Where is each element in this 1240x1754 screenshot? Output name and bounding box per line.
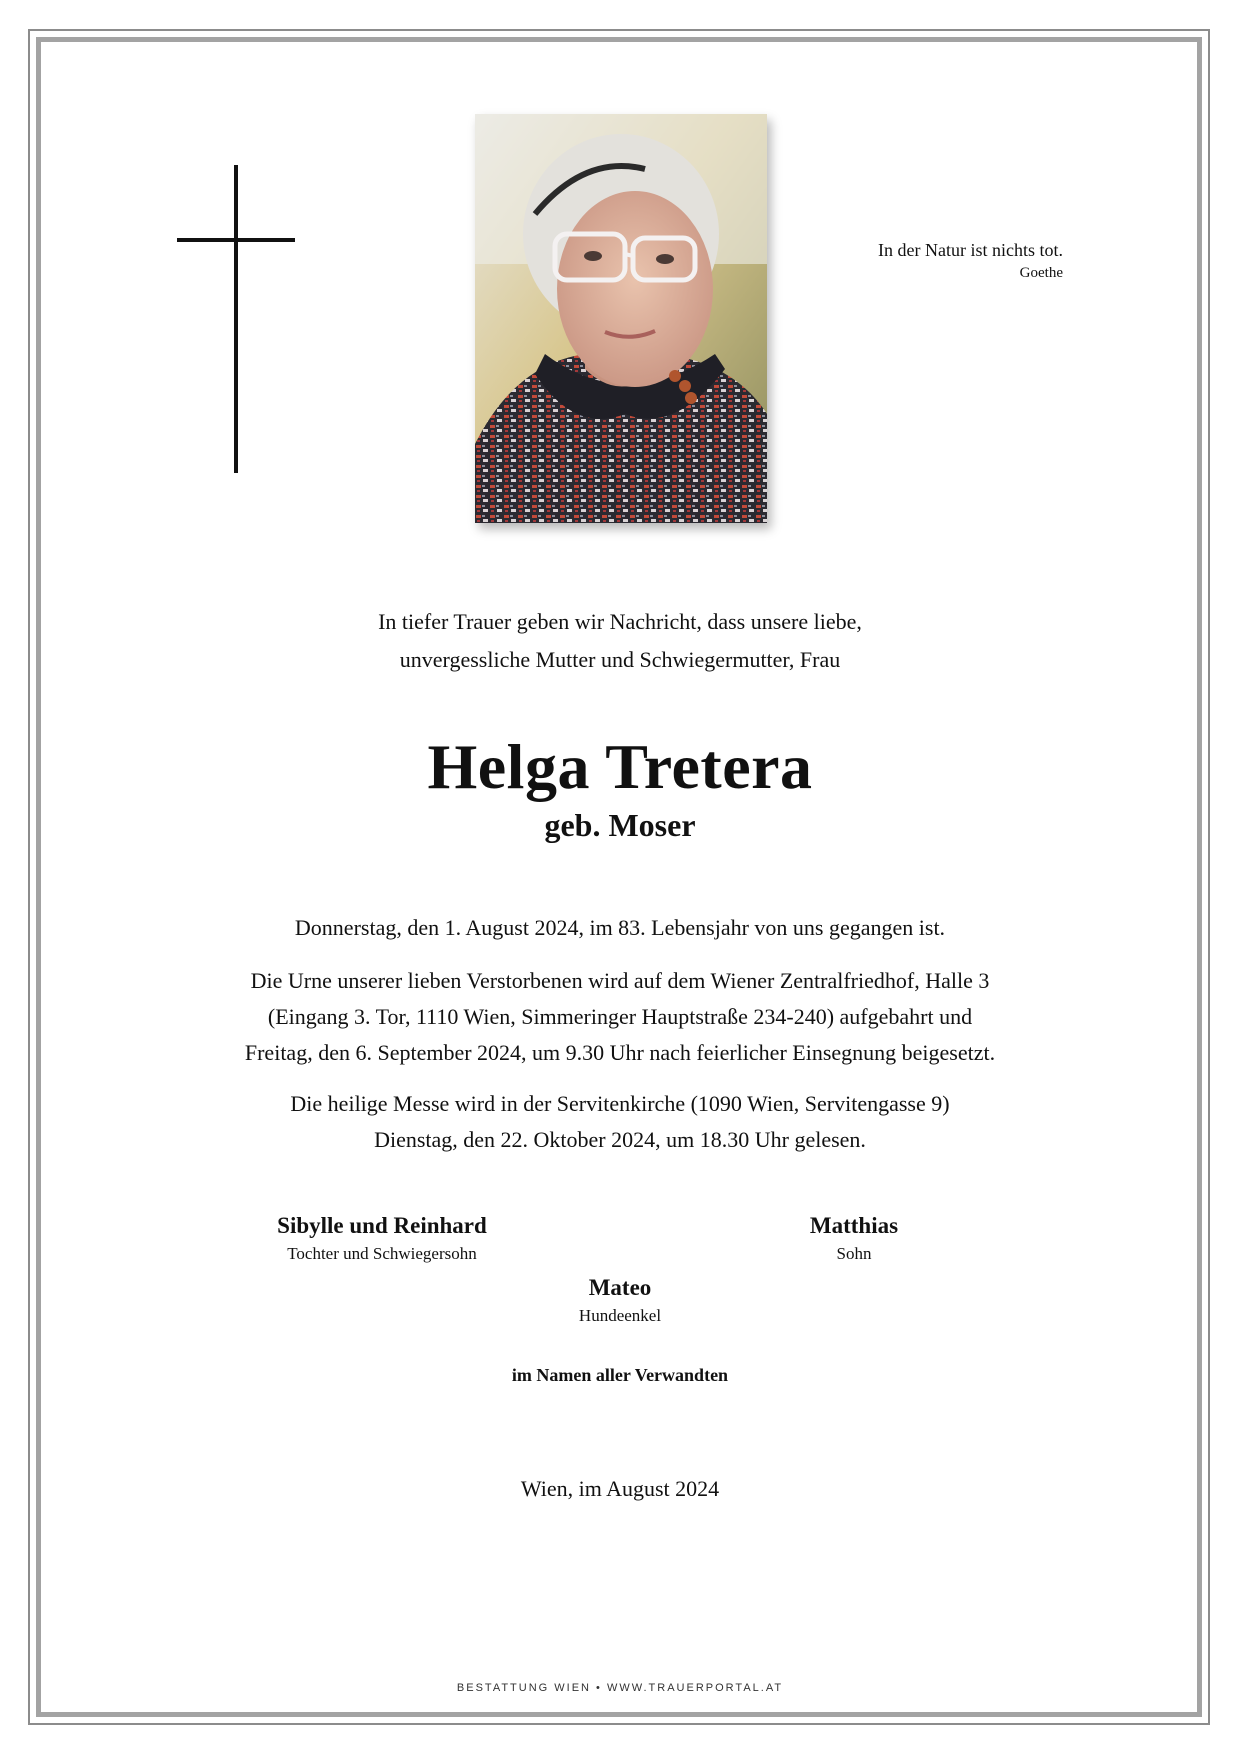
- burial-line: Die Urne unserer lieben Verstorbenen wird auf dem Wiener Zentralfriedhof, Halle 3: [250, 968, 990, 993]
- maiden-name: geb. Moser: [544, 807, 696, 843]
- mass-line: Die heilige Messe wird in der Servitenkirche (1090 Wien, Servitengasse 9): [290, 1091, 950, 1116]
- relative-name: Matthias: [809, 1213, 899, 1238]
- relative-name: Sibylle und Reinhard: [277, 1213, 487, 1238]
- relative-dog: [440, 1273, 800, 1329]
- intro-text: [0, 603, 1240, 679]
- deceased-name: Helga Tretera: [427, 731, 813, 802]
- burial-line: (Eingang 3. Tor, 1110 Wien, Simmeringer Hauptstraße 234-240) aufgebahrt und: [267, 1004, 973, 1029]
- relative-son: [674, 1211, 1034, 1267]
- relative-role: Hundeenkel: [578, 1306, 662, 1325]
- relative-role: Sohn: [836, 1244, 872, 1263]
- burial-line: Freitag, den 6. September 2024, um 9.30 Uhr nach feierlicher Einsegnung beigesetzt.: [244, 1040, 996, 1065]
- mass-paragraph: [0, 1086, 1240, 1158]
- intro-line: In tiefer Trauer geben wir Nachricht, dass unsere liebe,: [378, 609, 862, 634]
- relative-name: Mateo: [588, 1275, 652, 1300]
- mass-line: Dienstag, den 22. Oktober 2024, um 18.30 Uhr gelesen.: [374, 1127, 866, 1152]
- portrait-photo: [475, 114, 767, 523]
- quote-text: In der Natur ist nichts tot.: [878, 240, 1063, 260]
- footer-text: BESTATTUNG WIEN • WWW.TRAUERPORTAL.AT: [456, 1682, 784, 1694]
- quote: [878, 238, 1063, 284]
- intro-line: unvergessliche Mutter und Schwiegermutter, Frau: [399, 647, 841, 672]
- family-note: im Namen aller Verwandten: [511, 1365, 729, 1385]
- relative-daughter: [202, 1211, 562, 1267]
- place-date: Wien, im August 2024: [520, 1476, 720, 1501]
- death-paragraph: Donnerstag, den 1. August 2024, im 83. Lebensjahr von uns gegangen ist.: [294, 915, 946, 940]
- burial-paragraph: [0, 963, 1240, 1071]
- relative-role: Tochter und Schwiegersohn: [287, 1244, 477, 1263]
- quote-author: Goethe: [1019, 265, 1063, 281]
